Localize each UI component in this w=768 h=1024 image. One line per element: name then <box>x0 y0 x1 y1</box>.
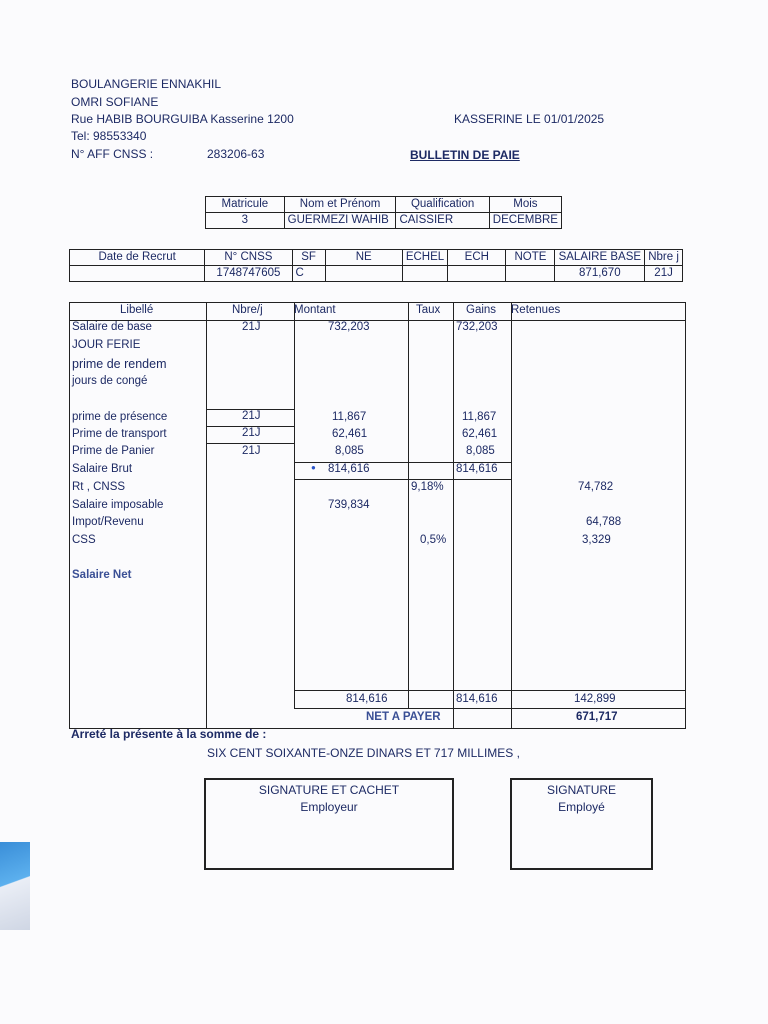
header-qualification: Qualification <box>396 197 489 213</box>
row-retenues: 74,782 <box>578 481 614 493</box>
value-echel <box>402 266 447 282</box>
header-echel: ECHEL <box>402 250 447 266</box>
header-sf: SF <box>292 250 325 266</box>
column-divider <box>453 303 454 728</box>
amount-sentence: Arreté la présente à la somme de : <box>71 727 267 741</box>
row-gains: 8,085 <box>466 445 495 457</box>
place-date: KASSERINE LE 01/01/2025 <box>454 112 605 126</box>
header-salaire-base: SALAIRE BASE <box>555 250 645 266</box>
row-gains: 732,203 <box>456 321 498 333</box>
row-divider <box>294 690 685 691</box>
header-taux: Taux <box>416 304 441 316</box>
column-divider <box>408 303 409 708</box>
table-row <box>70 250 683 266</box>
row-nbre: 21J <box>242 321 261 333</box>
value-mois: DECEMBRE <box>489 213 561 229</box>
header-ech: ECH <box>448 250 506 266</box>
table-row <box>70 266 683 282</box>
header-gains: Gains <box>466 304 497 316</box>
header-divider <box>70 320 685 321</box>
header-ne: NE <box>325 250 402 266</box>
row-libelle: Prime de transport <box>72 428 167 440</box>
net-a-payer-value: 671,717 <box>576 711 618 723</box>
row-montant: 11,867 <box>332 411 367 423</box>
value-nom-prenom: GUERMEZI WAHIB <box>284 213 396 229</box>
employer-signature-title: SIGNATURE ET CACHET <box>258 783 400 797</box>
row-divider <box>294 708 685 709</box>
employee-signature-box <box>510 778 653 870</box>
row-taux: 9,18% <box>411 481 444 493</box>
row-libelle: Salaire Brut <box>72 463 133 475</box>
header-note: NOTE <box>506 250 555 266</box>
row-montant: 739,834 <box>328 499 370 511</box>
employee-signature-sub: Employé <box>558 800 605 814</box>
row-libelle: jours de congé <box>72 375 148 387</box>
value-matricule: 3 <box>206 213 285 229</box>
row-retenues: 3,329 <box>582 534 611 546</box>
company-phone: Tel: 98553340 <box>71 129 147 143</box>
header-nbre-j: Nbre j <box>645 250 683 266</box>
row-libelle: JOUR FERIE <box>72 339 141 351</box>
row-gains: 814,616 <box>456 463 498 475</box>
header-montant: Montant <box>294 304 336 316</box>
value-qualification: CAISSIER <box>396 213 489 229</box>
cnss-value: 283206-63 <box>207 147 265 161</box>
row-libelle: Prime de Panier <box>72 445 155 457</box>
value-salaire-base: 871,670 <box>555 266 645 282</box>
bullet-dot-icon: ● <box>311 463 316 472</box>
payroll-ledger <box>69 302 686 729</box>
row-libelle: Impot/Revenu <box>72 516 144 528</box>
row-montant: 8,085 <box>335 445 364 457</box>
header-n-cnss: N° CNSS <box>205 250 292 266</box>
net-a-payer-label: NET A PAYER <box>366 711 441 723</box>
value-nbre-j: 21J <box>645 266 683 282</box>
value-ne <box>325 266 402 282</box>
row-montant: 814,616 <box>328 463 370 475</box>
employee-signature-title: SIGNATURE <box>546 783 617 797</box>
row-libelle: Salaire de base <box>72 321 152 333</box>
row-retenues: 64,788 <box>586 516 622 528</box>
row-libelle: Salaire imposable <box>72 499 164 511</box>
value-n-cnss: 1748747605 <box>205 266 292 282</box>
header-matricule: Matricule <box>206 197 285 213</box>
row-montant: 732,203 <box>328 321 370 333</box>
total-retenues: 142,899 <box>574 693 616 705</box>
row-taux: 0,5% <box>420 534 447 546</box>
value-ech <box>448 266 506 282</box>
row-montant: 62,461 <box>332 428 368 440</box>
company-name: BOULANGERIE ENNAKHIL <box>71 77 222 91</box>
company-address: Rue HABIB BOURGUIBA Kasserine 1200 <box>71 112 294 126</box>
row-divider <box>294 479 511 480</box>
employer-signature-sub: Employeur <box>300 800 358 814</box>
row-gains: 62,461 <box>462 428 498 440</box>
value-date-recrut <box>70 266 205 282</box>
header-retenues: Retenues <box>511 304 561 316</box>
table-row <box>206 197 562 213</box>
row-libelle: prime de présence <box>72 411 168 423</box>
row-gains: 11,867 <box>462 411 497 423</box>
row-libelle: CSS <box>72 534 96 546</box>
total-gains: 814,616 <box>456 693 498 705</box>
header-nom-prenom: Nom et Prénom <box>284 197 396 213</box>
table-row <box>206 213 562 229</box>
row-libelle: Salaire Net <box>72 569 132 581</box>
value-sf: C <box>292 266 325 282</box>
employer-signature-box <box>204 778 454 870</box>
cnss-label: N° AFF CNSS : <box>71 147 154 161</box>
row-nbre: 21J <box>242 427 261 439</box>
header-mois: Mois <box>489 197 561 213</box>
info-table <box>69 249 683 282</box>
owner-name: OMRI SOFIANE <box>71 95 159 109</box>
column-divider <box>511 303 512 728</box>
page-corner-fold <box>0 842 30 930</box>
total-montant: 814,616 <box>346 693 388 705</box>
row-divider <box>206 443 294 444</box>
document-title: BULLETIN DE PAIE <box>410 148 520 162</box>
header-date-recrut: Date de Recrut <box>70 250 205 266</box>
amount-in-words: SIX CENT SOIXANTE-ONZE DINARS ET 717 MILLIMES , <box>207 746 520 760</box>
row-nbre: 21J <box>242 410 261 422</box>
column-divider <box>294 303 295 708</box>
header-nbre: Nbre/j <box>232 304 263 316</box>
row-nbre: 21J <box>242 445 261 457</box>
header-libelle: Libellé <box>120 304 154 316</box>
column-divider <box>206 303 207 728</box>
employee-table <box>205 196 562 229</box>
value-note <box>506 266 555 282</box>
row-libelle: prime de rendem <box>72 357 167 371</box>
row-libelle: Rt , CNSS <box>72 481 126 493</box>
